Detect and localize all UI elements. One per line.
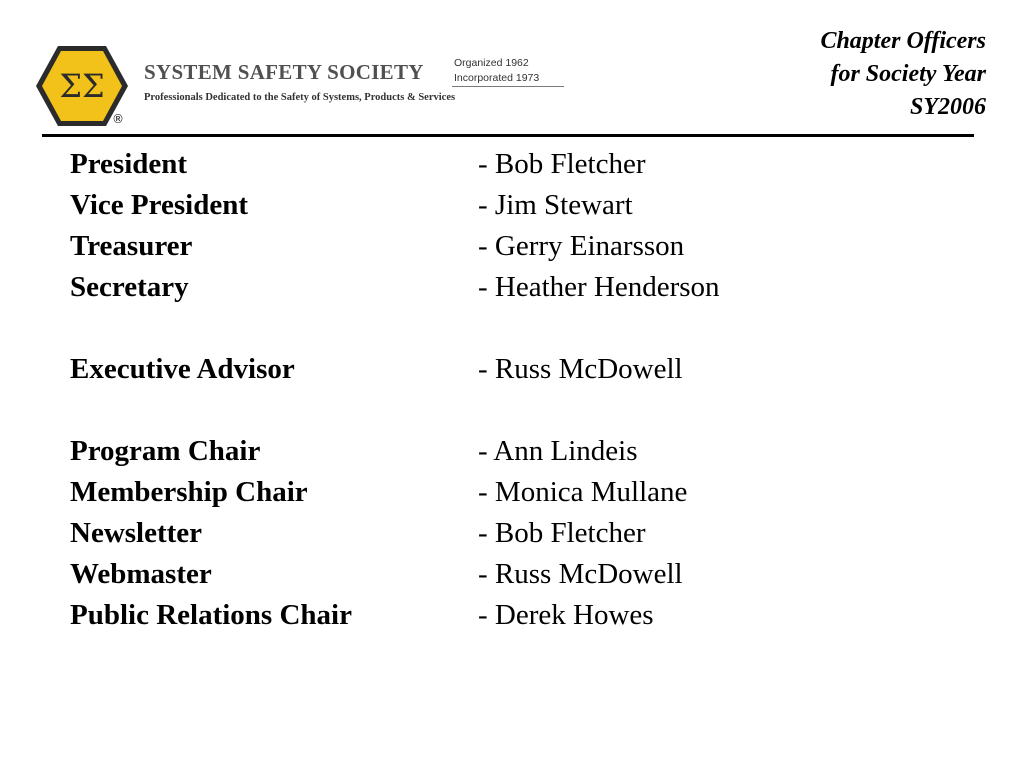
officer-name: - Bob Fletcher <box>478 148 646 180</box>
officer-row <box>70 269 970 310</box>
spacer <box>70 310 970 351</box>
officer-row <box>70 515 970 556</box>
officer-role: Newsletter <box>70 517 203 549</box>
officer-row <box>70 228 970 269</box>
organized-date: Organized 1962 <box>454 57 529 69</box>
officer-role: Program Chair <box>70 435 261 467</box>
officer-name: - Gerry Einarsson <box>478 230 685 262</box>
officer-role: Membership Chair <box>70 476 308 508</box>
officer-name: - Heather Henderson <box>478 271 720 303</box>
officer-row <box>70 474 970 515</box>
title-line-2: for Society Year <box>830 61 986 87</box>
officer-row <box>70 433 970 474</box>
incorporated-date: Incorporated 1973 <box>454 72 540 84</box>
officer-role: Secretary <box>70 271 189 303</box>
officer-role: Executive Advisor <box>70 353 295 385</box>
society-tagline: Professionals Dedicated to the Safety of Systems, Products & Services <box>144 92 456 103</box>
officer-name: - Russ McDowell <box>478 353 683 385</box>
officer-role: Vice President <box>70 189 248 221</box>
officer-name: - Monica Mullane <box>478 476 688 508</box>
spacer <box>70 392 970 433</box>
logo-divider <box>452 86 564 87</box>
officer-role: Public Relations Chair <box>70 599 352 631</box>
officer-row <box>70 597 970 638</box>
officer-role: Webmaster <box>70 558 212 590</box>
officer-name: - Russ McDowell <box>478 558 683 590</box>
officer-name: - Bob Fletcher <box>478 517 646 549</box>
officer-name: - Ann Lindeis <box>478 435 638 467</box>
title-line-1: Chapter Officers <box>820 28 986 54</box>
registered-mark: ® <box>112 112 124 126</box>
page-title <box>820 25 986 124</box>
organization-dates <box>454 56 539 86</box>
officers-list <box>70 146 970 638</box>
officer-row <box>70 146 970 187</box>
society-name: SYSTEM SAFETY SOCIETY <box>144 60 424 84</box>
header-divider <box>42 134 974 137</box>
officer-role: President <box>70 148 188 180</box>
title-line-3: SY2006 <box>909 94 986 120</box>
logo-symbol: ΣΣ <box>59 67 105 105</box>
officer-row <box>70 187 970 228</box>
officer-name: - Jim Stewart <box>478 189 633 221</box>
officer-role: Treasurer <box>70 230 193 262</box>
officer-row <box>70 556 970 597</box>
officer-name: - Derek Howes <box>478 599 654 631</box>
officer-row <box>70 351 970 392</box>
society-logo <box>34 44 574 132</box>
